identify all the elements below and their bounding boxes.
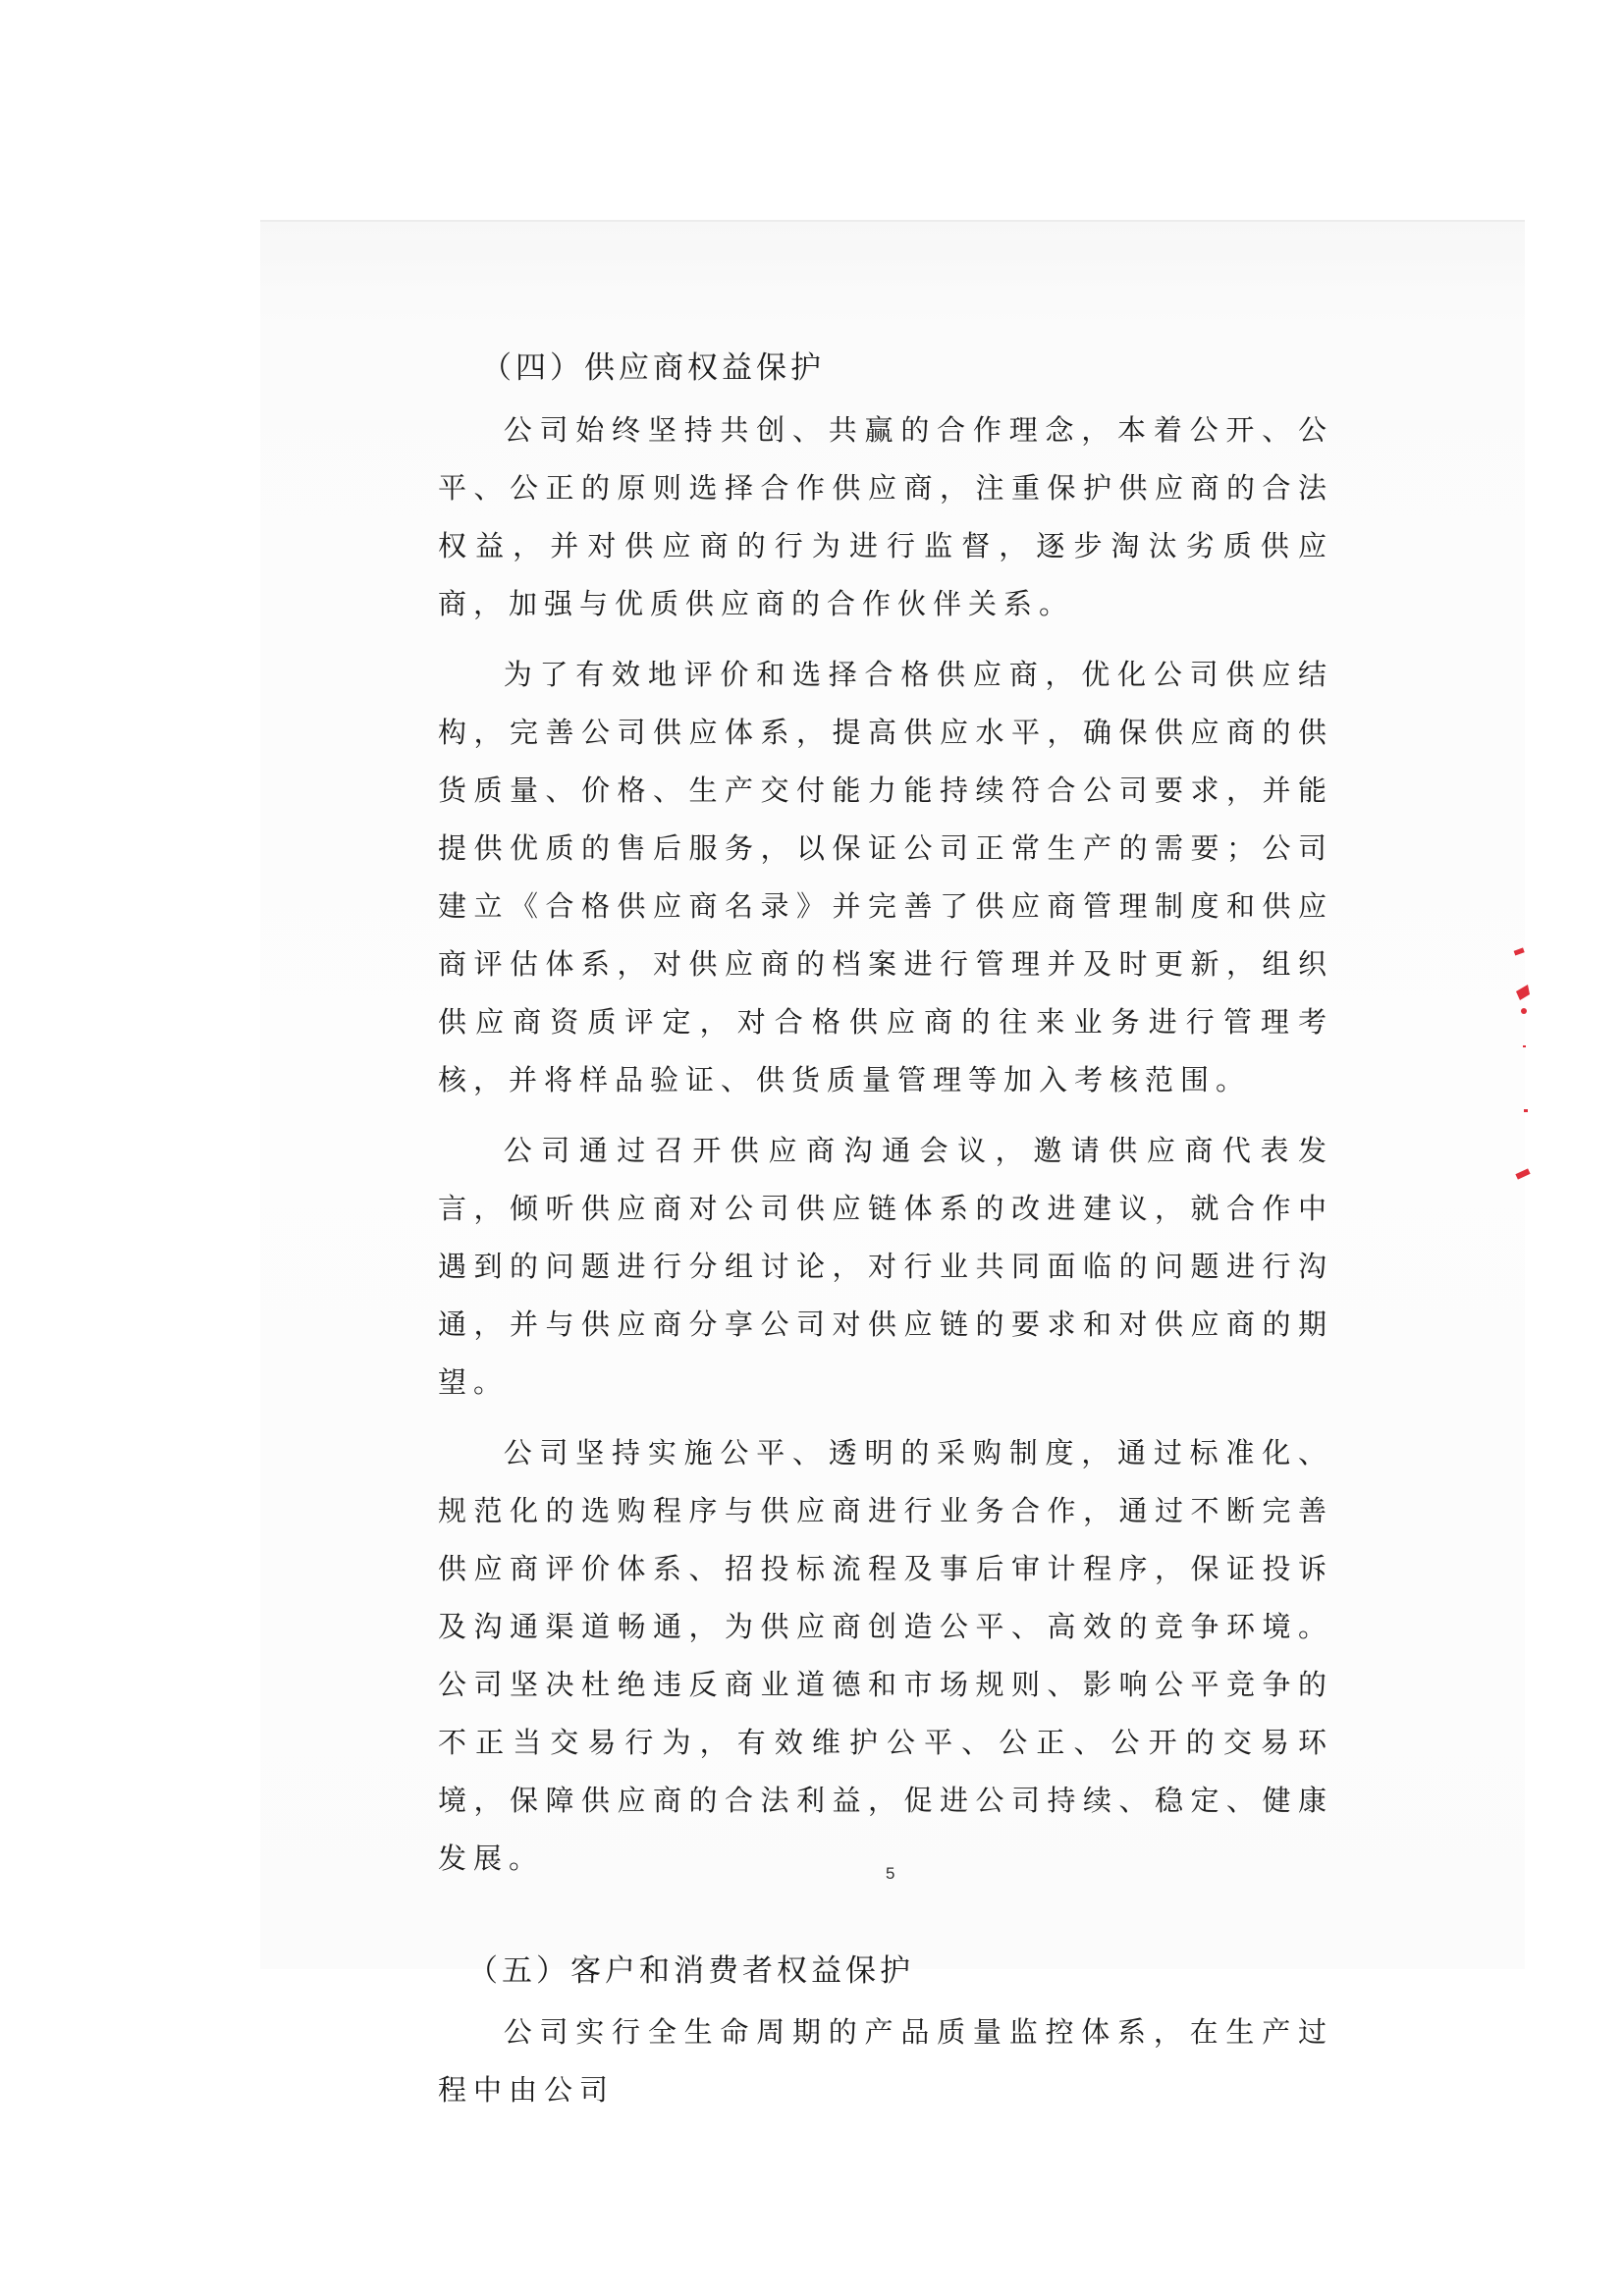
section-4-paragraph-2: 为了有效地评价和选择合格供应商，优化公司供应结构，完善公司供应体系，提高供应水平，确保供应商的供货质量、价格、生产交付能力能持续符合公司要求，并能提供优质的售后服务，以保证公司正常生产的需要；公司建立《合格供应商名录》并完善了供应商管理制度和供应商评估体系，对供应商的档案进行管理并及时更新，组织供应商资质评定，对合格供应商的往来业务进行管理考核，并将样品验证、供货质量管理等加入考核范围。 [438, 658, 1333, 1096]
page-content [438, 350, 1333, 2119]
section-4-paragraph-1: 公司始终坚持共创、共赢的合作理念，本着公开、公平、公正的原则选择合作供应商，注重保护供应商的合法权益，并对供应商的行为进行监督，逐步淘汰劣质供应商，加强与优质供应商的合作伙伴关系。 [438, 413, 1333, 620]
section-4-paragraph-3: 公司通过召开供应商沟通会议，邀请供应商代表发言，倾听供应商对公司供应链体系的改进建议，就合作中遇到的问题进行分组讨论，对行业共同面临的问题进行沟通，并与供应商分享公司对供应链的要求和对供应商的期望。 [438, 1134, 1333, 1399]
section-5-heading: （五）客户和消费者权益保护 [467, 1953, 914, 1989]
red-seal-fragment-icon [1508, 937, 1538, 1193]
section-5-paragraph-1: 公司实行全生命周期的产品质量监控体系，在生产过程中由公司 [438, 2015, 1333, 2107]
page-number: 5 [886, 1864, 895, 1883]
section-4-paragraph-4: 公司坚持实施公平、透明的采购制度，通过标准化、规范化的选购程序与供应商进行业务合作，通过不断完善供应商评价体系、招投标流程及事后审计程序，保证投诉及沟通渠道畅通，为供应商创造公平、高效的竞争环境。公司坚决杜绝违反商业道德和市场规则、影响公平竞争的不正当交易行为，有效维护公平、公正、公开的交易环境，保障供应商的合法利益，促进公司持续、稳定、健康发展。 [438, 1436, 1333, 1875]
section-4-heading: （四）供应商权益保护 [481, 350, 825, 386]
